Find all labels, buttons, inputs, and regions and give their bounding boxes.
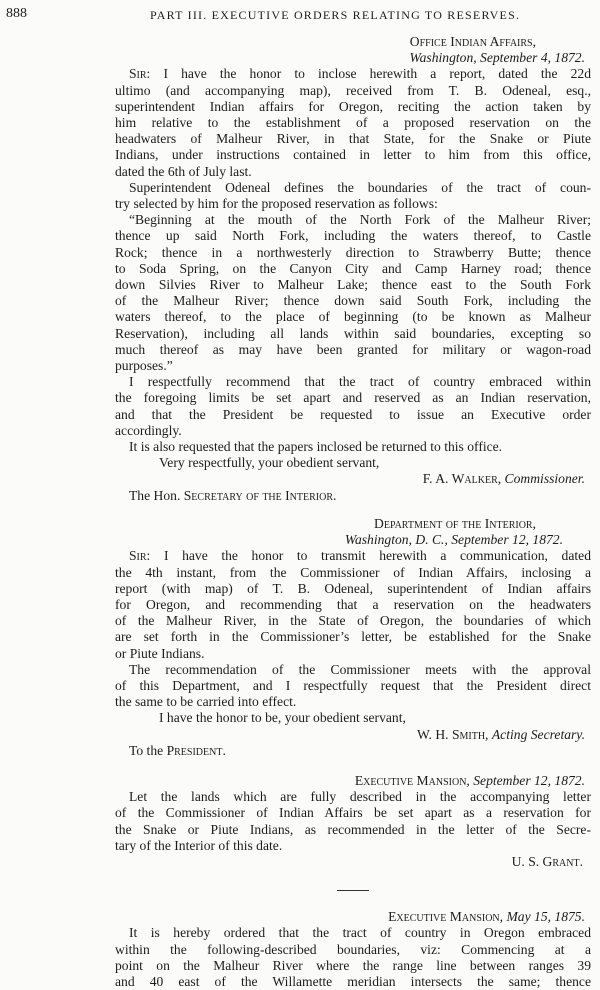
paragraph-line: report (with map) of T. B. Odeneal, superintendent of Indian affairs xyxy=(115,580,591,596)
paragraph-line: Let the lands which are fully described in the accompanying letter xyxy=(129,789,591,805)
paragraph-line: the 4th instant, from the Commissioner of Indian Affairs, inclosing a xyxy=(115,564,591,580)
paragraph-line: the same to be carried into effect. xyxy=(115,694,297,710)
paragraph-line: Sir: I have the honor to inclose herewith a report, dated the 22d xyxy=(129,66,591,82)
quote-line: waters thereof, to the place of beginning (to be known as Malheur xyxy=(115,309,591,325)
paragraph-line: try selected by him for the proposed reservation as follows: xyxy=(115,196,438,212)
paragraph-line: him relative to the establishment of a proposed reservation on the xyxy=(115,115,591,131)
quote-line: Rock; thence in a northwesterly direction to Strawberry Butte; thence xyxy=(115,244,591,260)
paragraph-line: point on the Malheur River where the range line between ranges 39 xyxy=(115,957,591,973)
section-divider xyxy=(337,890,369,891)
order-heading: Executive Mansion, May 15, 1875. xyxy=(388,909,585,925)
paragraph-line: tary of the Interior of this date. xyxy=(115,837,283,853)
salutation: Sir: xyxy=(129,548,151,564)
quote-line: much thereof as may have been granted for military or wagon-road xyxy=(115,341,591,357)
paragraph-line: It is also requested that the papers inclosed be returned to this office. xyxy=(129,439,503,455)
executive-order-1875 xyxy=(115,909,591,990)
signature: F. A. Walker, Commissioner. xyxy=(422,471,585,487)
paragraph-line: are set forth in the Commissioner’s letter, be established for the Snake xyxy=(115,629,591,645)
paragraph-line: of this Department, and I respectfully request that the President direct xyxy=(115,677,591,693)
quote-line: “Beginning at the mouth of the North Fork of the Malheur River; xyxy=(129,212,591,228)
order-heading: Executive Mansion, September 12, 1872. xyxy=(354,772,585,788)
paragraph-line: superintendent Indian affairs for Oregon, reciting the action taken by xyxy=(115,98,591,114)
addressee: To the President. xyxy=(129,742,226,758)
quote-line: Reservation), including all lands within said boundaries, excepting so xyxy=(115,325,591,341)
quote-line: purposes.” xyxy=(115,358,173,374)
paragraph-line: the foregoing limits be set apart and reserved as an Indian reservation, xyxy=(115,390,591,406)
paragraph-line: for Oregon, and recommending that a reservation on the headwaters xyxy=(115,596,591,612)
paragraph-line: ultimo (and accompanying map), received from T. B. Odeneal, esq., xyxy=(115,82,591,98)
paragraph-line: of the Malheur River, in the State of Oregon, the boundaries of which xyxy=(115,613,591,629)
paragraph-line: accordingly. xyxy=(115,422,182,438)
quote-line: to Soda Spring, on the Canyon City and Camp Harney road; thence xyxy=(115,260,591,276)
letter-office: Department of the Interior, xyxy=(374,515,536,531)
executive-order-1872 xyxy=(115,773,591,870)
paragraph-line: and that the President be requested to issue an Executive order xyxy=(115,406,591,422)
running-title: PART III. EXECUTIVE ORDERS RELATING TO RESERVES. xyxy=(150,8,521,22)
paragraph-line: headwaters of Malheur River, in that State, for the Snake or Piute xyxy=(115,131,591,147)
quote-line: thence up said North Fork, including the waters thereof, to Castle xyxy=(115,228,591,244)
letter-office-indian-affairs xyxy=(115,34,591,504)
quote-line: down Silvies River to Malheur Lake; thence east to the South Fork xyxy=(115,277,591,293)
paragraph-line: of the Commissioner of Indian Affairs be set apart as a reservation for xyxy=(115,805,591,821)
page-number: 888 xyxy=(6,6,27,21)
paragraph-line: and 40 east of the Willamette meridian intersects the same; thence xyxy=(115,973,591,989)
paragraph-line: Superintendent Odeneal defines the boundaries of the tract of coun- xyxy=(129,179,591,195)
paragraph-line: I respectfully recommend that the tract of country embraced within xyxy=(129,374,591,390)
letter-place-date: Washington, D. C., September 12, 1872. xyxy=(344,532,563,548)
page-header xyxy=(0,6,600,24)
document-body xyxy=(115,34,591,990)
paragraph-line: The recommendation of the Commissioner meets with the approval xyxy=(129,661,591,677)
closing: I have the honor to be, your obedient servant, xyxy=(159,710,406,726)
paragraph-line: It is hereby ordered that the tract of country in Oregon embraced xyxy=(129,925,591,941)
paragraph-line: within the following-described boundaries, viz: Commencing at a xyxy=(115,941,591,957)
signature: U. S. Grant. xyxy=(511,853,583,869)
paragraph-line: or Piute Indians. xyxy=(115,645,205,661)
closing: Very respectfully, your obedient servant, xyxy=(159,455,380,471)
quote-line: of the Malheur River; thence down said South Fork, including the xyxy=(115,293,591,309)
paragraph-line: Indians, under instructions contained in letter to him from this office, xyxy=(115,147,591,163)
paragraph-line: Sir: I have the honor to transmit herewith a communication, dated xyxy=(129,548,591,564)
letter-place-date: Washington, September 4, 1872. xyxy=(409,50,585,66)
paragraph-line: dated the 6th of July last. xyxy=(115,163,252,179)
salutation: Sir: xyxy=(129,66,151,82)
addressee: The Hon. Secretary of the Interior. xyxy=(129,487,337,503)
paragraph-line: the Snake or Piute Indians, as recommended in the letter of the Secre- xyxy=(115,821,591,837)
letter-department-interior xyxy=(115,516,591,759)
letter-office: Office Indian Affairs, xyxy=(409,34,536,49)
signature: W. H. Smith, Acting Secretary. xyxy=(416,726,585,742)
